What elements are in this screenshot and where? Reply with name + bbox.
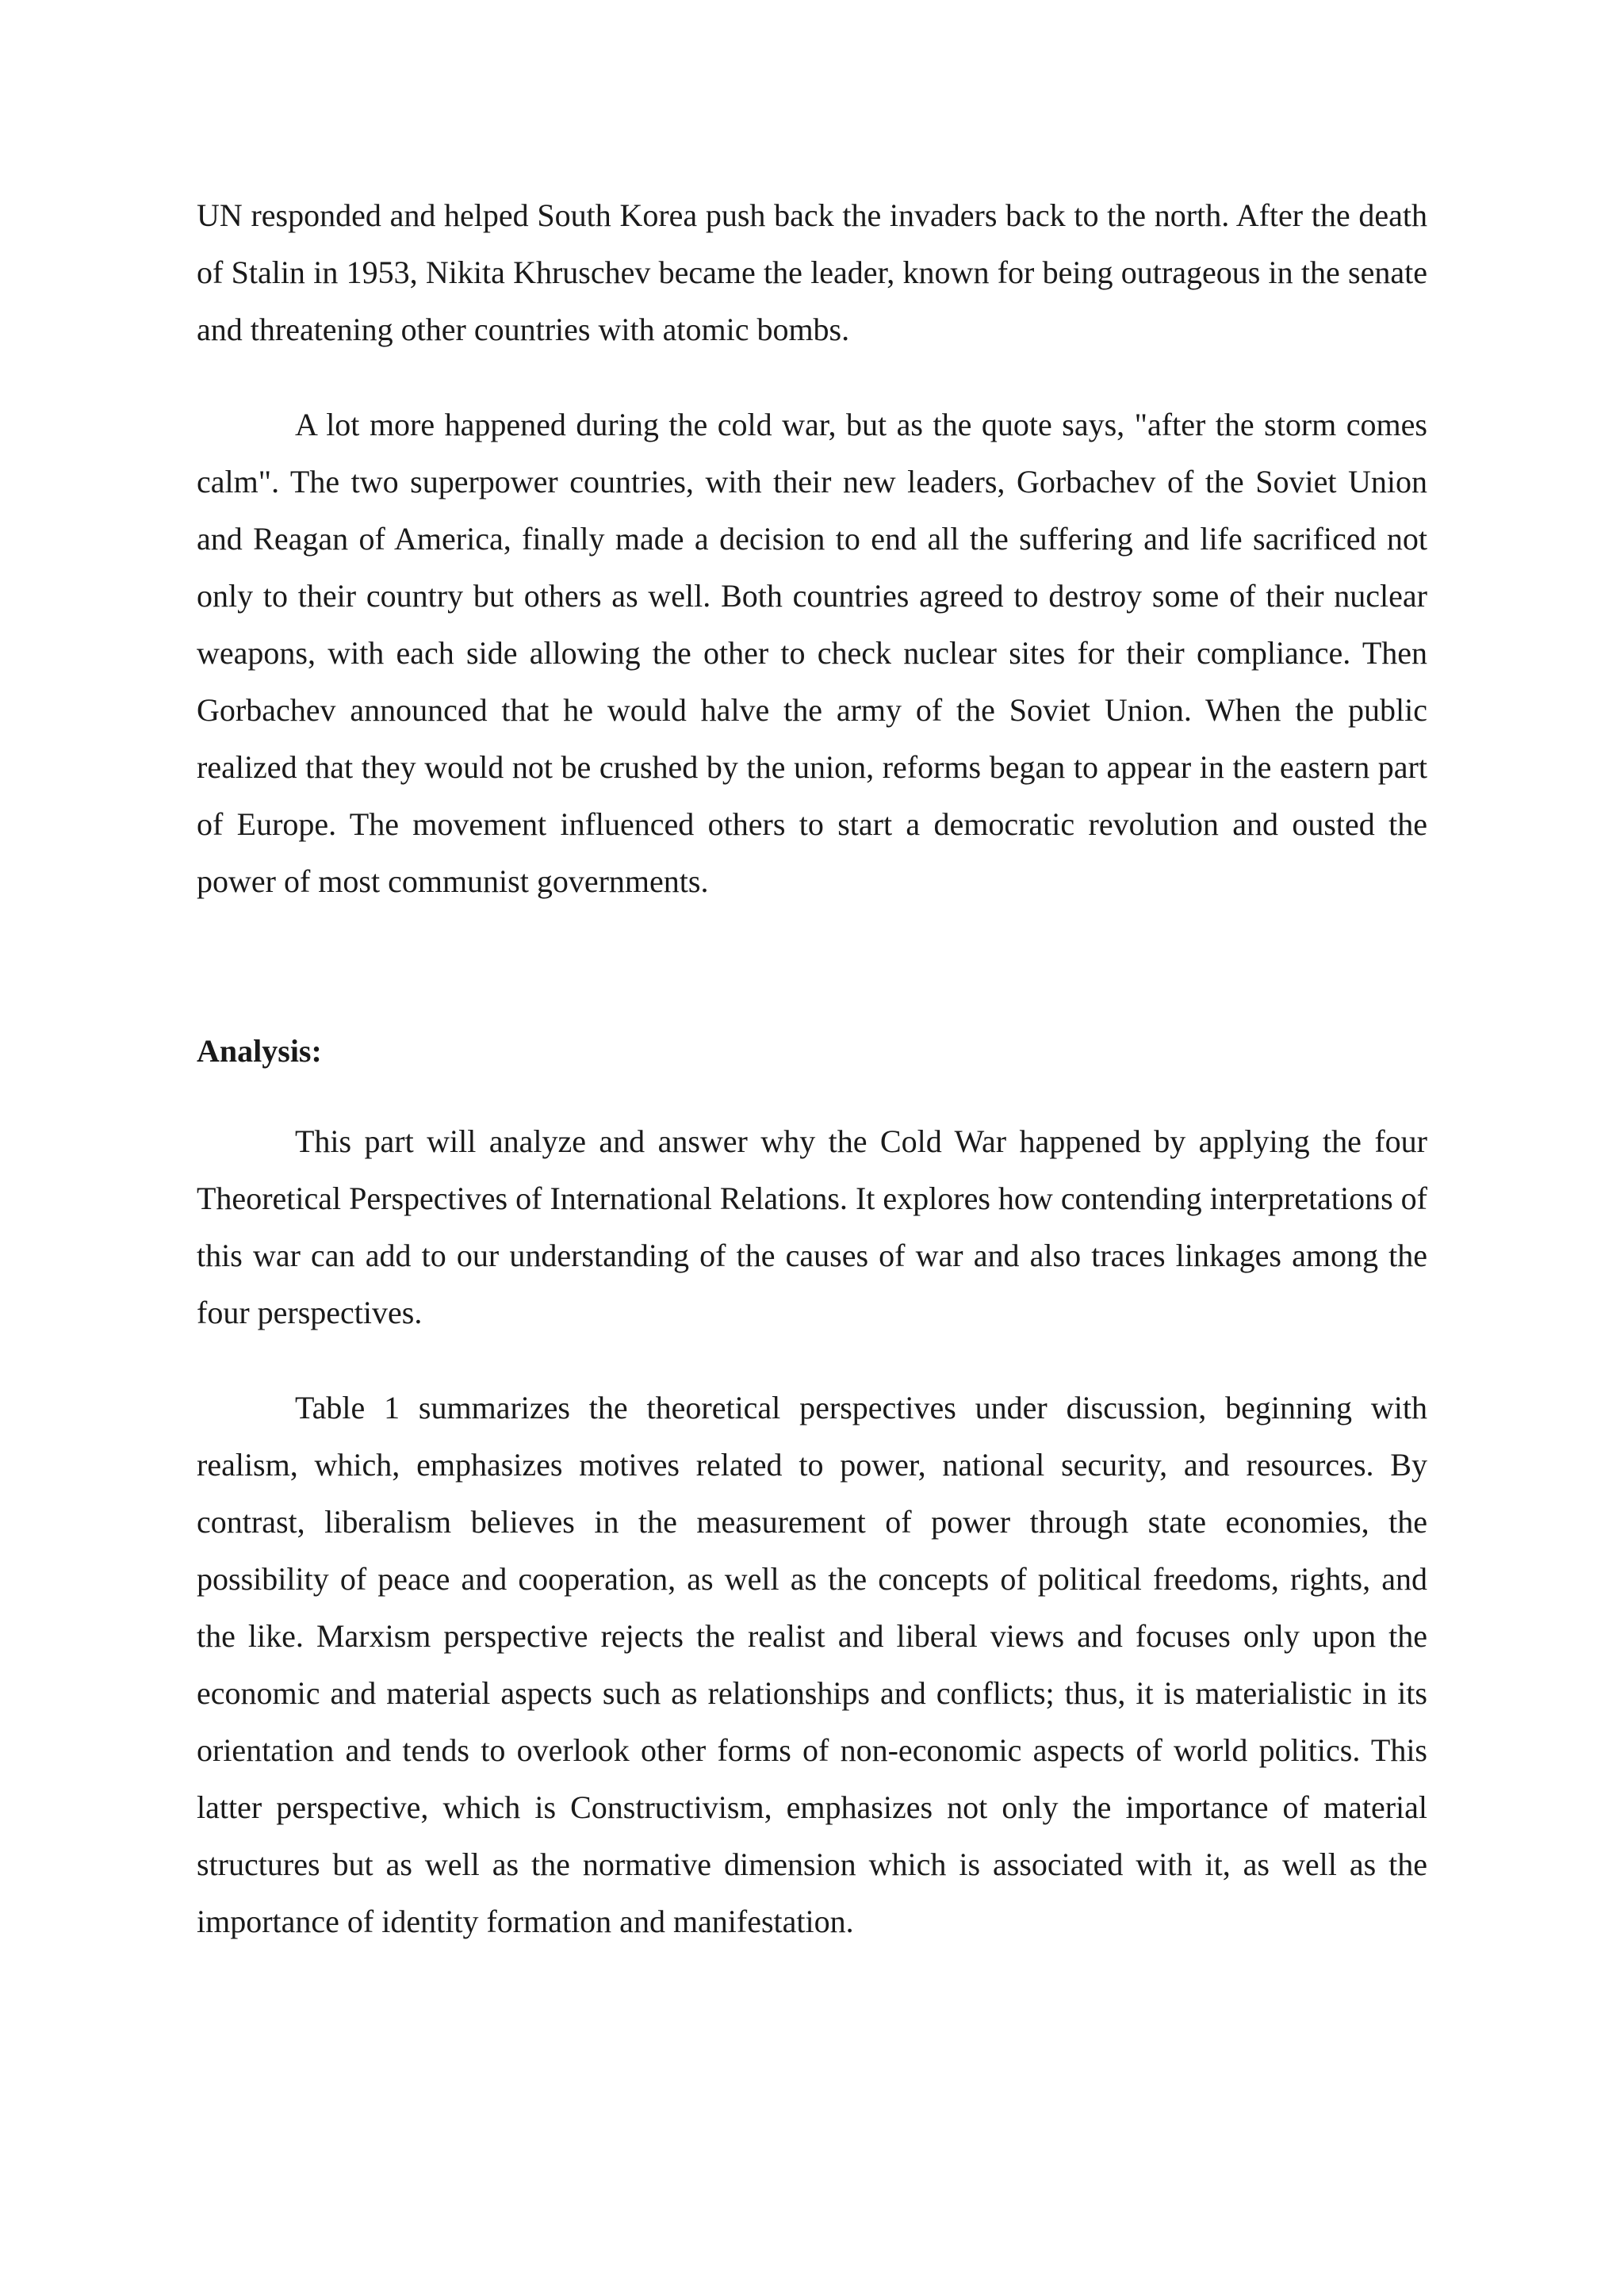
- section-heading-analysis: Analysis:: [197, 1033, 322, 1069]
- document-body: [197, 187, 1427, 1950]
- paragraph-korea-khruschev: UN responded and helped South Korea push back the invaders back to the north. After the death of Stalin in 1953, Nikita Khruschev became the leader, known for being outrageous in the senate and threatening other countries with atomic bombs.: [197, 197, 1427, 347]
- paragraph-end-of-cold-war: A lot more happened during the cold war, but as the quote says, "after the storm comes calm". The two superpower countries, with their new leaders, Gorbachev of the Soviet Union and Reagan of America, finally made a decision to end all the suffering and life sacrificed not only to their country but others as well. Both countries agreed to destroy some of their nuclear weapons, with each side allowing the other to check nuclear sites for their compliance. Then Gorbachev announced that he would halve the army of the Soviet Union. When the public realized that they would not be crushed by the union, reforms began to appear in the eastern part of Europe. The movement influenced others to start a democratic revolution and ousted the power of most communist governments.: [197, 407, 1427, 899]
- paragraph-table-summary: Table 1 summarizes the theoretical perspectives under discussion, beginning with realism, which, emphasizes motives related to power, national security, and resources. By contrast, liberalism believes in the measurement of power through state economies, the possibility of peace and cooperation, as well as the concepts of political freedoms, rights, and the like. Marxism perspective rejects the realist and liberal views and focuses only upon the economic and material aspects such as relationships and conflicts; thus, it is materialistic in its orientation and tends to overlook other forms of non-economic aspects of world politics. This latter perspective, which is Constructivism, emphasizes not only the importance of material structures but as well as the normative dimension which is associated with it, as well as the importance of identity formation and manifestation.: [197, 1390, 1427, 1939]
- paragraph-analysis-intro: This part will analyze and answer why the Cold War happened by applying the four Theoretical Perspectives of International Relations. It explores how contending interpretations of this war can add to our understanding of the causes of war and also traces linkages among the four perspectives.: [197, 1123, 1427, 1330]
